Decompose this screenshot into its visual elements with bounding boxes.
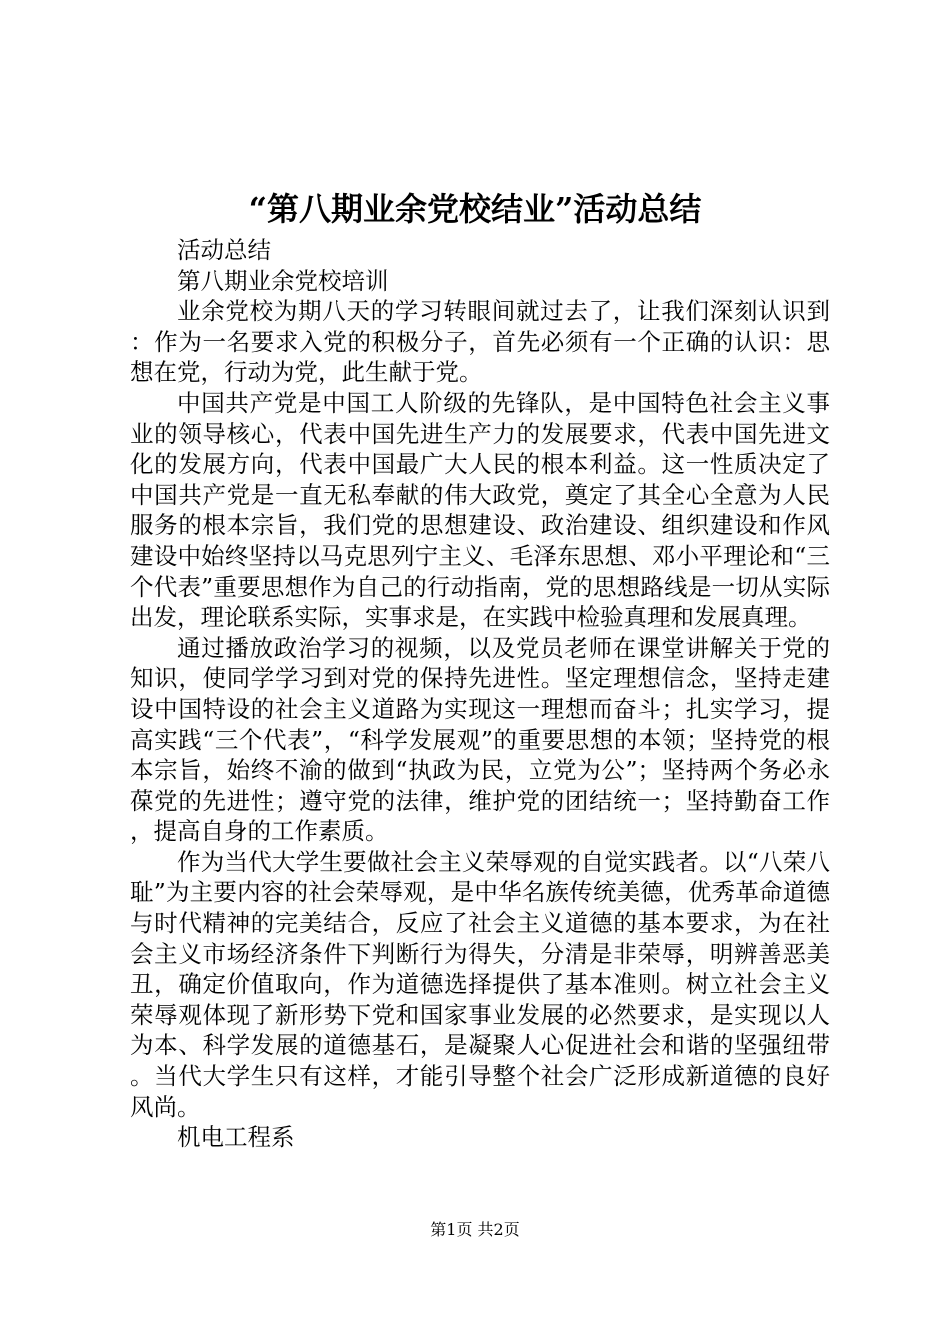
document-body (130, 235, 830, 1153)
paragraph-signature-department: 机电工程系 (177, 1123, 295, 1152)
paragraph-heading-activity-summary: 活动总结 (177, 236, 271, 264)
paragraph-learning: 通过播放政治学习的视频，以及党员老师在课堂讲解关于党的知识，使同学学习到对党的保持先进性。坚定理想信念，坚持走建设中国特设的社会主义道路为实现这一理想而奋斗；扎实学习，提高实践“三个代表”，“科学发展观”的重要思想的本领；坚持党的根本宗旨，始终不渝的做到“执政为民，立党为公”；坚持两个务必永葆党的先进性；遵守党的法律，维护党的团结统一；坚持勤奋工作，提高自身的工作素质。 (130, 633, 830, 846)
document-title: “第八期业余党校结业”活动总结 (248, 190, 702, 228)
paragraph-intro: 业余党校为期八天的学习转眼间就过去了，让我们深刻认识到：作为一名要求入党的积极分子，首先必须有一个正确的认识：思想在党，行动为党，此生献于党。 (130, 297, 830, 387)
paragraph-party-nature: 中国共产党是中国工人阶级的先锋队，是中国特色社会主义事业的领导核心，代表中国先进生产力的发展要求，代表中国先进文化的发展方向，代表中国最广大人民的根本利益。这一性质决定了中国共产党是一直无私奉献的伟大政党，奠定了其全心全意为人民服务的根本宗旨，我们党的思想建设、政治建设、组织建设和作风建设中始终坚持以马克思列宁主义、毛泽东思想、邓小平理论和“三个代表”重要思想作为自己的行动指南，党的思想路线是一切从实际出发，理论联系实际，实事求是，在实践中检验真理和发展真理。 (130, 388, 830, 632)
page-footer: 第1页 共2页 (430, 1220, 520, 1239)
paragraph-honor-shame: 作为当代大学生要做社会主义荣辱观的自觉实践者。以“八荣八耻”为主要内容的社会荣辱观，是中华名族传统美德，优秀革命道德与时代精神的完美结合，反应了社会主义道德的基本要求，为在社会主义市场经济条件下判断行为得失，分清是非荣辱，明辨善恶美丑，确定价值取向，作为道德选择提供了基本准则。树立社会主义荣辱观体现了新形势下党和国家事业发展的必然要求，是实现以人为本、科学发展的道德基石，是凝聚人心促进社会和谐的坚强纽带。当代大学生只有这样，才能引导整个社会广泛形成新道德的良好风尚。 (130, 847, 830, 1121)
paragraph-heading-training: 第八期业余党校培训 (177, 266, 389, 295)
